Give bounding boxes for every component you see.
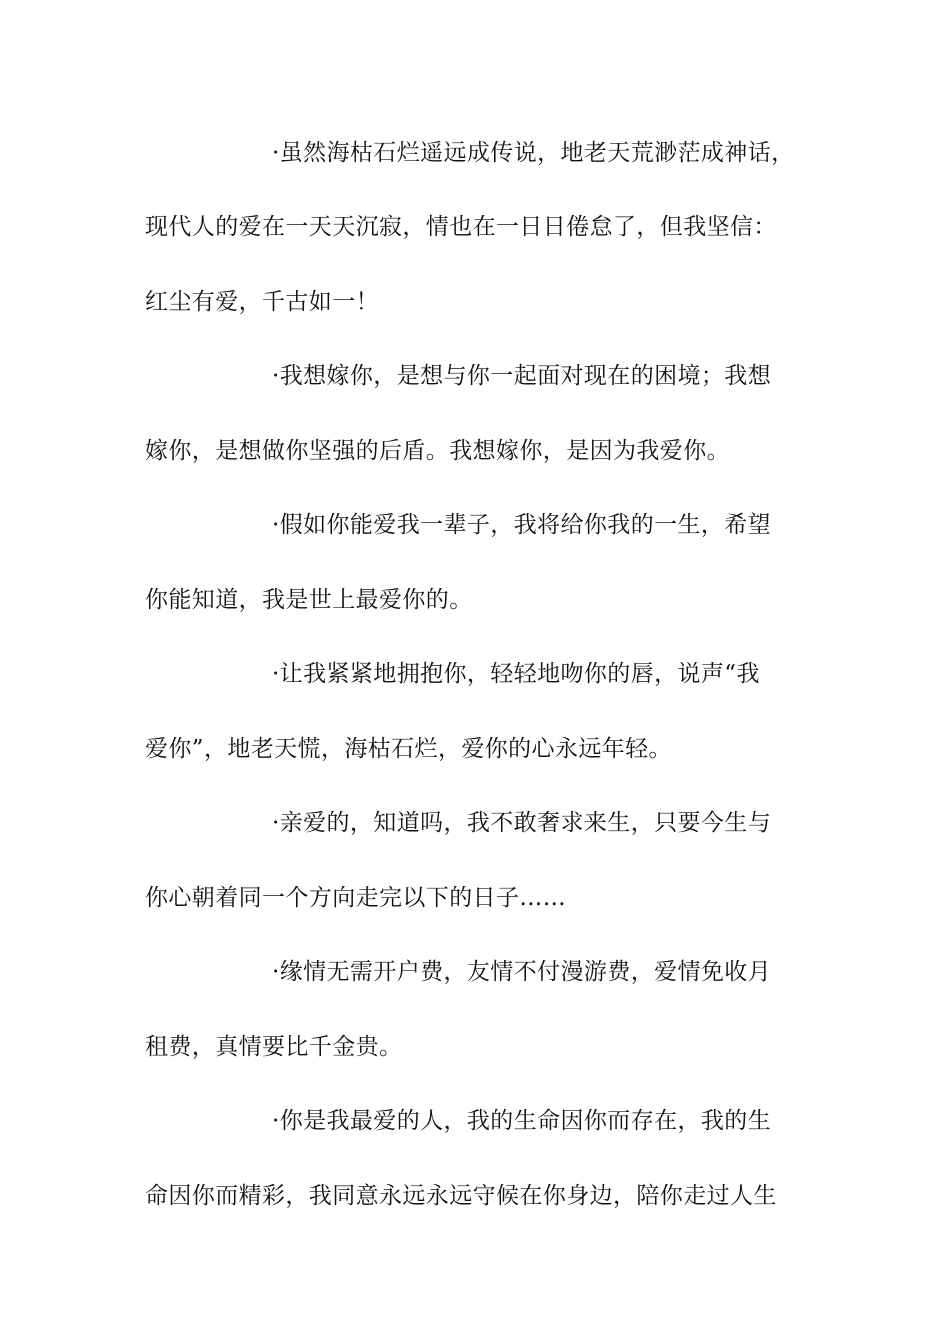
paragraph-3-line-2: 你能知道，我是世上最爱你的。 xyxy=(145,587,473,613)
paragraph-3-line-1: ·假如你能爱我一辈子，我将给你我的一生，希望 xyxy=(272,512,772,538)
paragraph-5-line-2: 你心朝着同一个方向走完以下的日子…… xyxy=(145,885,567,911)
paragraph-6-line-2: 租费，真情要比千金贵。 xyxy=(145,1034,403,1060)
paragraph-1-line-2: 现代人的爱在一天天沉寂，情也在一日日倦怠了，但我坚信： xyxy=(145,214,777,240)
paragraph-1-line-1: ·虽然海枯石烂遥远成传说，地老天荒渺茫成神话， xyxy=(272,140,795,166)
paragraph-6-line-1: ·缘情无需开户费，友情不付漫游费，爱情免收月 xyxy=(272,959,772,985)
paragraph-7-line-2: 命因你而精彩，我同意永远永远守候在你身边，陪你走过人生 xyxy=(145,1183,777,1209)
paragraph-5-line-1: ·亲爱的，知道吗，我不敢奢求来生，只要今生与 xyxy=(272,810,772,836)
paragraph-2-line-1: ·我想嫁你，是想与你一起面对现在的困境；我想 xyxy=(272,363,772,389)
paragraph-1-line-3: 红尘有爱，千古如一！ xyxy=(145,289,379,315)
paragraph-4-line-1: ·让我紧紧地拥抱你，轻轻地吻你的唇，说声“我 xyxy=(272,661,760,687)
paragraph-2-line-2: 嫁你，是想做你坚强的后盾。我想嫁你，是因为我爱你。 xyxy=(145,438,730,464)
paragraph-7-line-1: ·你是我最爱的人，我的生命因你而存在，我的生 xyxy=(272,1108,772,1134)
paragraph-4-line-2: 爱你”，地老天慌，海枯石烂，爱你的心永远年轻。 xyxy=(145,736,672,762)
